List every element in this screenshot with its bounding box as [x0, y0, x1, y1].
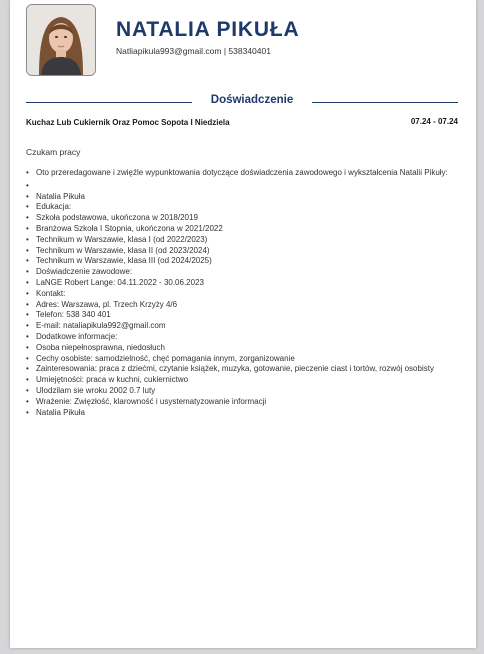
job-summary: Czukam pracy [26, 147, 81, 157]
list-item: • Natalia Pikuła [26, 192, 458, 203]
list-item: • Natalia Pikuła [26, 408, 458, 419]
list-item: • Technikum w Warszawie, klasa I (od 2022/2023) [26, 235, 458, 246]
list-item: • E-mail: nataliapikula992@gmail.com [26, 321, 458, 332]
list-item: • Telefon: 538 340 401 [26, 310, 458, 321]
section-divider-right [312, 102, 458, 103]
list-item: • Adres: Warszawa, pl. Trzech Krzyży 4/6 [26, 300, 458, 311]
list-item: • Zainteresowania: praca z dziećmi, czytanie książek, muzyka, gotowanie, pieczenie ciast i tortów, rozwój osobisty [26, 364, 458, 375]
experience-bullet-list [26, 168, 458, 418]
list-item: • Cechy osobiste: samodzielność, chęć pomagania innym, zorganizowanie [26, 354, 458, 365]
job-dates: 07.24 - 07.24 [410, 117, 458, 126]
section-divider-left [26, 102, 192, 103]
list-item: • Doświadczenie zawodowe: [26, 267, 458, 278]
list-item: • Umiejętności: praca w kuchni, cukiernictwo [26, 375, 458, 386]
list-item [26, 181, 458, 192]
list-item: • LaNGE Robert Lange: 04.11.2022 - 30.06.2023 [26, 278, 458, 289]
list-item: • Dodatkowe informacje: [26, 332, 458, 343]
profile-photo [26, 4, 96, 76]
section-title: Doświadczenie [210, 94, 294, 106]
resume-page [10, 0, 476, 648]
list-item: • Technikum w Warszawie, klasa III (od 2024/2025) [26, 256, 458, 267]
list-item: • Branżowa Szkoła I Stopnia, ukończona w 2021/2022 [26, 224, 458, 235]
list-item: • Technikum w Warszawie, klasa II (od 2023/2024) [26, 246, 458, 257]
section-header [26, 94, 458, 110]
profile-photo-image [27, 5, 95, 75]
list-item: • Wrażenie: Zwięzłość, klarowność i usystematyzowanie informacji [26, 397, 458, 408]
job-title: Kuchaz Lub Cukiernik Oraz Pomoc Sopota I Niedziela [26, 118, 230, 127]
contact-info: Natliapikula993@gmail.com | 538340401 [116, 46, 271, 56]
list-item: • Ulodzilam sie wroku 2002 0.7 luty [26, 386, 458, 397]
list-item: • Oto przeredagowane i zwięźle wypunktowania dotyczące doświadczenia zawodowego i wykształcenia Natalii Pikuły: [26, 168, 458, 179]
candidate-name: NATALIA PIKUŁA [116, 18, 300, 41]
list-item: • Kontakt: [26, 289, 458, 300]
list-item: • Edukacja: [26, 202, 458, 213]
list-item: • Osoba niepełnosprawna, niedosłuch [26, 343, 458, 354]
list-item: • Szkoła podstawowa, ukończona w 2018/2019 [26, 213, 458, 224]
